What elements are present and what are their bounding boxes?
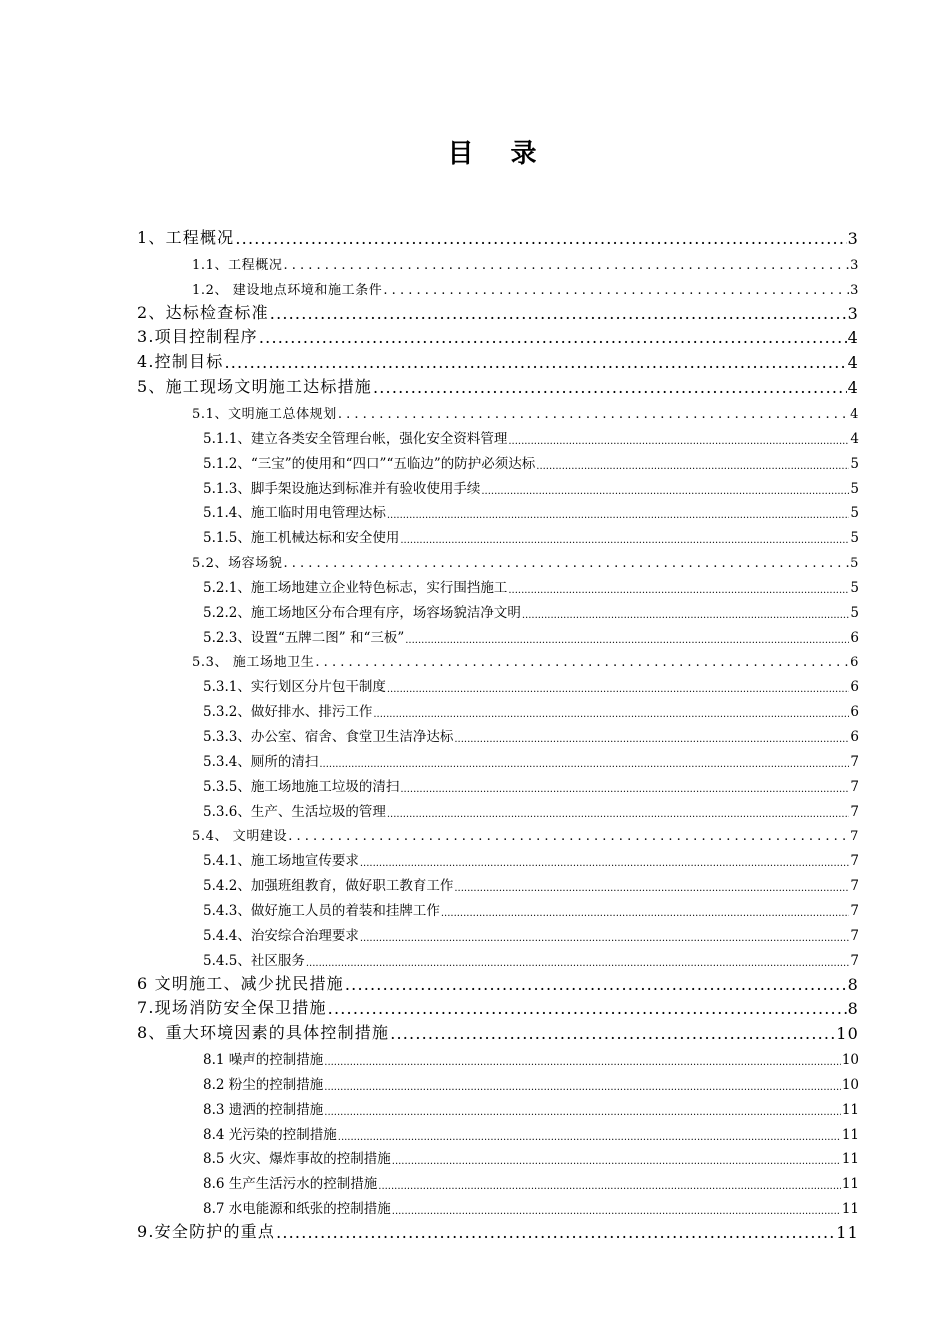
- toc-entry-page-number: 11: [841, 1126, 859, 1143]
- toc-leader-dots: [315, 655, 849, 670]
- toc-entry-page-number: 10: [841, 1076, 859, 1093]
- toc-entry-page-number: 6: [850, 679, 859, 696]
- toc-entry-page-number: 8: [847, 999, 859, 1019]
- toc-entry-page-number: 5: [850, 480, 859, 497]
- toc-entry-page-number: 4: [850, 406, 859, 422]
- toc-entry-title: 9.安全防护的重点: [137, 1222, 276, 1241]
- toc-leader-dots: [400, 784, 849, 795]
- toc-entry-title: 5.3、 施工场地卫生: [192, 655, 315, 671]
- toc-leader-dots: [224, 353, 846, 372]
- toc-entry-page-number: 3: [850, 282, 859, 298]
- toc-leader-dots: [360, 858, 850, 869]
- toc-entry-page-number: 3: [847, 229, 859, 248]
- toc-leader-dots: [324, 1107, 841, 1118]
- toc-entry[interactable]: [192, 646, 859, 670]
- toc-entry-title: 5.4.1、施工场地宣传要求: [203, 853, 359, 870]
- toc-leader-dots: [400, 535, 849, 546]
- toc-leader-dots: [508, 585, 849, 596]
- toc-entry[interactable]: [203, 870, 859, 894]
- toc-entry-page-number: 4: [850, 430, 859, 447]
- toc-leader-dots: [387, 510, 850, 521]
- toc-entry-page-number: 7: [850, 853, 859, 870]
- toc-entry[interactable]: [203, 945, 859, 969]
- toc-entry[interactable]: [192, 274, 859, 298]
- toc-entry[interactable]: [137, 1218, 859, 1242]
- toc-entry[interactable]: [203, 1069, 859, 1093]
- toc-leader-dots: [508, 436, 849, 447]
- toc-leader-dots: [387, 684, 850, 695]
- toc-leader-dots: [324, 1057, 841, 1068]
- toc-entry[interactable]: [203, 1168, 859, 1192]
- toc-entry-page-number: 11: [836, 1223, 859, 1242]
- toc-entry-title: 5.3.1、实行划区分片包干制度: [203, 679, 386, 696]
- toc-leader-dots: [338, 407, 849, 422]
- toc-leader-dots: [338, 1132, 841, 1143]
- toc-entry[interactable]: [203, 1044, 859, 1068]
- toc-entry-page-number: 7: [850, 878, 859, 895]
- toc-entry-title: 5.2.1、施工场地建立企业特色标志，实行围挡施工: [203, 579, 508, 596]
- toc-entry[interactable]: [203, 497, 859, 521]
- toc-entry-page-number: 5: [850, 530, 859, 547]
- toc-leader-dots: [454, 734, 849, 745]
- toc-entry-title: 5.4.5、社区服务: [203, 952, 305, 969]
- toc-entry[interactable]: [203, 1143, 859, 1167]
- toc-entry-page-number: 5: [850, 455, 859, 472]
- toc-entry[interactable]: [203, 845, 859, 869]
- toc-entry-title: 7.现场消防安全保卫措施: [137, 998, 327, 1018]
- toc-entry-page-number: 7: [850, 927, 859, 944]
- toc-entry[interactable]: [203, 771, 859, 795]
- toc-entry[interactable]: [192, 820, 859, 844]
- toc-leader-dots: [283, 258, 849, 273]
- toc-entry-page-number: 6: [850, 729, 859, 745]
- toc-entry-page-number: 7: [850, 952, 859, 969]
- toc-entry-title: 5.3.5、施工场地施工垃圾的清扫: [203, 778, 400, 795]
- toc-entry-page-number: 10: [841, 1052, 859, 1069]
- toc-leader-dots: [387, 809, 850, 820]
- toc-entry-title: 2、达标检查标准: [137, 302, 269, 322]
- toc-entry[interactable]: [192, 249, 859, 273]
- toc-entry[interactable]: [203, 1193, 859, 1217]
- toc-entry-title: 5.4.3、做好施工人员的着装和挂牌工作: [203, 902, 440, 919]
- toc-entry-page-number: 6: [850, 629, 859, 646]
- toc-entry-title: 4.控制目标: [137, 352, 224, 372]
- toc-entry-page-number: 5: [850, 604, 859, 621]
- toc-entry-title: 1.1、工程概况: [192, 257, 283, 273]
- toc-entry[interactable]: [203, 721, 859, 745]
- toc-entry-title: 8.4 光污染的控制措施: [203, 1126, 337, 1143]
- toc-entry-page-number: 11: [841, 1151, 859, 1168]
- toc-entry-page-number: 5: [850, 556, 859, 572]
- toc-entry-title: 5.1.5、施工机械达标和安全使用: [203, 530, 400, 547]
- toc-entry[interactable]: [203, 1094, 859, 1118]
- toc-entry[interactable]: [137, 373, 859, 397]
- toc-leader-dots: [328, 999, 847, 1018]
- toc-entry-page-number: 7: [850, 803, 859, 820]
- toc-entry-page-number: 4: [847, 353, 859, 373]
- toc-entry[interactable]: [137, 348, 859, 372]
- toc-entry-page-number: 11: [841, 1101, 859, 1118]
- toc-leader-dots: [383, 283, 849, 298]
- toc-entry-title: 5.3.3、办公室、宿舍、食堂卫生洁净达标: [203, 729, 454, 745]
- toc-entry-title: 5.3.4、厕所的清扫: [203, 753, 319, 770]
- toc-entry[interactable]: [203, 671, 859, 695]
- toc-entry-title: 5.1.3、脚手架设施达到标准并有验收使用手续: [203, 480, 481, 497]
- toc-leader-dots: [390, 1024, 835, 1043]
- toc-entry-page-number: 4: [847, 378, 859, 398]
- toc-entry[interactable]: [203, 423, 859, 447]
- toc-leader-dots: [373, 709, 849, 720]
- toc-entry[interactable]: [203, 572, 859, 596]
- toc-entry-title: 6 文明施工、减少扰民措施: [137, 973, 344, 993]
- toc-entry-title: 5.1.1、建立各类安全管理台帐，强化安全资料管理: [203, 430, 508, 447]
- toc-entry[interactable]: [137, 970, 859, 994]
- toc-entry-title: 5.3.2、做好排水、排污工作: [203, 704, 373, 721]
- toc-entry-page-number: 11: [841, 1176, 859, 1193]
- toc-entry-page-number: 7: [850, 829, 859, 845]
- toc-entry-page-number: 7: [850, 778, 859, 795]
- toc-entry-title: 5.4、 文明建设: [192, 829, 288, 845]
- toc-entry-page-number: 6: [850, 704, 859, 721]
- toc-entry-page-number: 8: [847, 974, 859, 994]
- toc-entry-title: 3.项目控制程序: [137, 327, 258, 347]
- toc-entry-title: 5.2、场容场貌: [192, 556, 283, 572]
- toc-entry-title: 5.1.4、施工临时用电管理达标: [203, 505, 386, 522]
- toc-entry[interactable]: [203, 1119, 859, 1143]
- toc-entry[interactable]: [192, 547, 859, 571]
- toc-leader-dots: [481, 486, 849, 497]
- toc-leader-dots: [283, 556, 849, 571]
- toc-entry-title: 8.5 火灾、爆炸事故的控制措施: [203, 1151, 391, 1168]
- toc-entry-title: 5.4.2、加强班组教育，做好职工教育工作: [203, 878, 454, 895]
- toc-leader-dots: [276, 1223, 835, 1242]
- toc-entry-title: 8、重大环境因素的具体控制措施: [137, 1023, 390, 1043]
- toc-entry[interactable]: [203, 796, 859, 820]
- toc-entry-title: 5.1.2、“三宝”的使用和“四口”“五临边”的防护必须达标: [203, 455, 536, 472]
- toc-entry-page-number: 5: [850, 505, 859, 522]
- toc-entry-title: 5.1、文明施工总体规划: [192, 406, 337, 422]
- toc-entry-page-number: 7: [850, 753, 859, 770]
- toc-entry-page-number: 6: [850, 655, 859, 671]
- toc-entry[interactable]: [203, 522, 859, 546]
- toc-leader-dots: [441, 908, 850, 919]
- toc-entry-page-number: 10: [836, 1024, 859, 1044]
- toc-entry[interactable]: [203, 597, 859, 621]
- toc-leader-dots: [270, 304, 847, 323]
- toc-entry-title: 8.3 遗洒的控制措施: [203, 1101, 324, 1118]
- toc-leader-dots: [536, 461, 849, 472]
- toc-entry-title: 5.3.6、生产、生活垃圾的管理: [203, 803, 386, 820]
- toc-leader-dots: [319, 759, 849, 770]
- toc-leader-dots: [288, 829, 849, 844]
- toc-entry-page-number: 4: [847, 328, 859, 348]
- toc-entry[interactable]: [192, 398, 859, 422]
- toc-entry-page-number: 3: [847, 303, 859, 323]
- toc-entry-title: 8.1 噪声的控制措施: [203, 1052, 324, 1069]
- toc-entry[interactable]: [137, 1019, 859, 1043]
- toc-leader-dots: [392, 1206, 841, 1217]
- toc-entry-title: 5.2.3、设置“五牌二图” 和“三板”: [203, 629, 405, 646]
- toc-entry-title: 5、施工现场文明施工达标措施: [137, 377, 372, 397]
- toc-entry-title: 8.7 水电能源和纸张的控制措施: [203, 1201, 391, 1218]
- toc-leader-dots: [324, 1082, 841, 1093]
- toc-leader-dots: [373, 378, 847, 397]
- toc-entry-page-number: 11: [841, 1201, 859, 1218]
- toc-entry-title: 1、工程概况: [137, 228, 235, 247]
- toc-entry[interactable]: [203, 746, 859, 770]
- toc-leader-dots: [522, 610, 850, 621]
- toc-entry-title: 5.2.2、施工场地区分布合理有序，场容场貌洁净文明: [203, 604, 521, 621]
- toc-entry[interactable]: [203, 448, 859, 472]
- toc-leader-dots: [345, 975, 847, 994]
- toc-entry[interactable]: [203, 473, 859, 497]
- toc-leader-dots: [392, 1156, 841, 1167]
- toc-leader-dots: [235, 229, 846, 248]
- toc-entry-page-number: 7: [850, 902, 859, 919]
- toc-entry[interactable]: [203, 895, 859, 919]
- toc-leader-dots: [378, 1181, 841, 1192]
- toc-entry[interactable]: [203, 622, 859, 646]
- toc-leader-dots: [360, 933, 850, 944]
- toc-entry[interactable]: [203, 696, 859, 720]
- toc-entry[interactable]: [203, 920, 859, 944]
- toc-leader-dots: [306, 958, 850, 969]
- toc-entry-title: 5.4.4、治安综合治理要求: [203, 927, 359, 944]
- toc-entry[interactable]: [137, 224, 859, 248]
- toc-entry[interactable]: [137, 299, 859, 323]
- toc-entry[interactable]: [137, 994, 859, 1018]
- toc-entry-title: 1.2、 建设地点环境和施工条件: [192, 282, 383, 298]
- toc-entry-page-number: 3: [850, 257, 859, 273]
- toc-entry-title: 8.2 粉尘的控制措施: [203, 1076, 324, 1093]
- toc-leader-dots: [454, 883, 849, 894]
- toc-entry-page-number: 5: [850, 579, 859, 596]
- toc-entry-title: 8.6 生产生活污水的控制措施: [203, 1176, 378, 1193]
- toc-leader-dots: [405, 635, 849, 646]
- toc-title: 目 录: [447, 139, 551, 169]
- toc-leader-dots: [259, 328, 847, 347]
- toc-entry[interactable]: [137, 323, 859, 347]
